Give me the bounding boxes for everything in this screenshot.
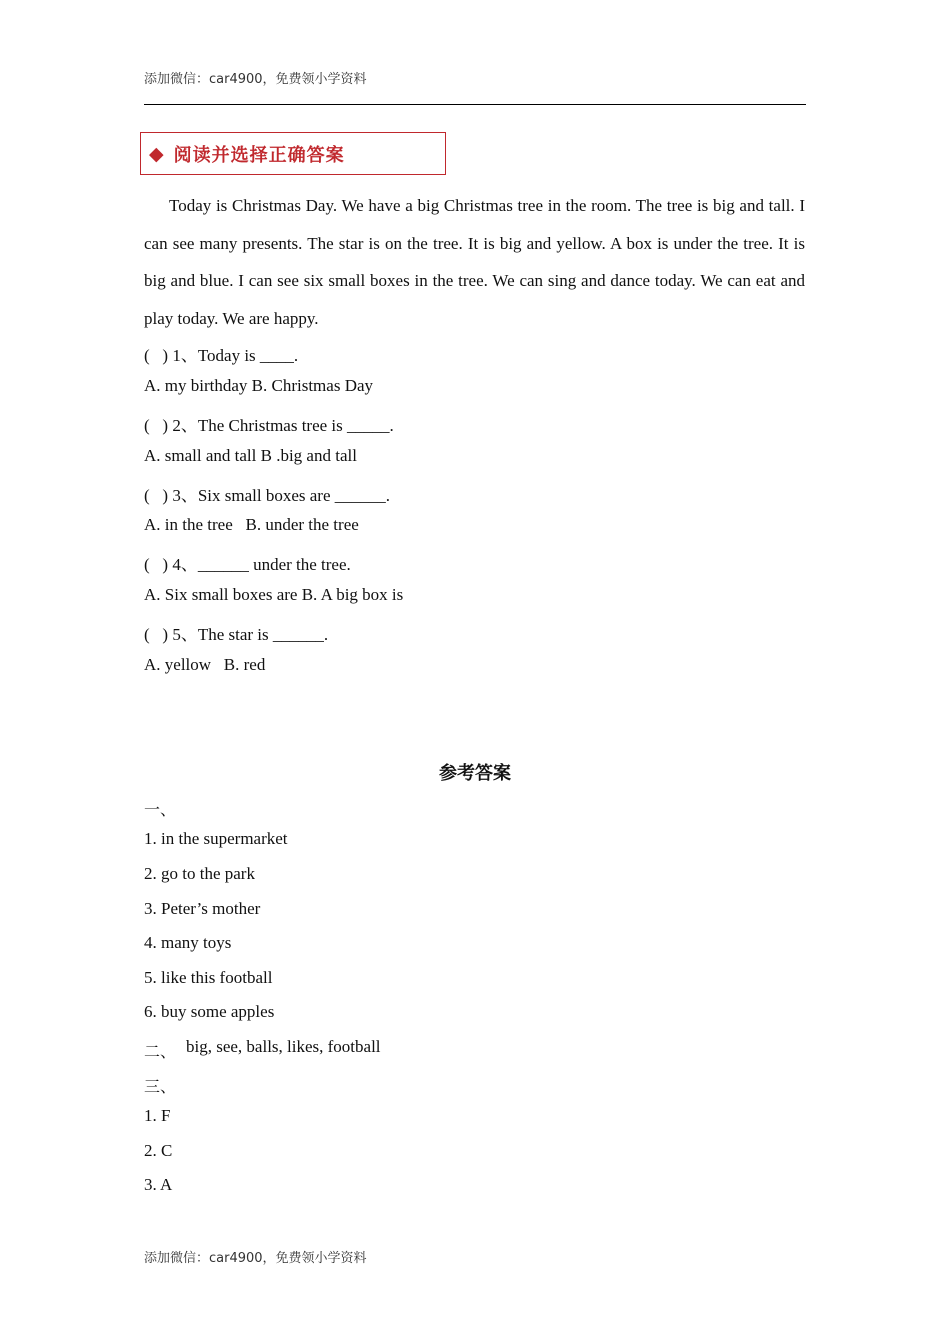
answer-1-3: 3. Peter’s mother	[144, 899, 261, 918]
answer-part-2-label: 二、	[144, 1042, 177, 1061]
answer-part-2: big, see, balls, likes, football	[186, 1037, 381, 1056]
answer-1-2: 2. go to the park	[144, 864, 255, 883]
answer-1-5: 5. like this football	[144, 968, 273, 987]
question-1-options: A. my birthday B. Christmas Day	[144, 376, 374, 395]
section-title: 阅读并选择正确答案	[173, 144, 345, 166]
question-5-options: A. yellow B. red	[144, 655, 266, 674]
header-divider	[144, 104, 806, 105]
question-1: ( ) 1、Today is ____.	[144, 346, 299, 365]
question-4-options: A. Six small boxes are B. A big box is	[144, 585, 404, 604]
question-5: ( ) 5、The star is ______.	[144, 625, 329, 644]
question-4: ( ) 4、______ under the tree.	[144, 555, 351, 574]
section-heading-box	[140, 132, 446, 175]
answer-3-2: 2. C	[144, 1141, 173, 1160]
answer-3-3: 3. A	[144, 1175, 173, 1194]
reading-passage: Today is Christmas Day. We have a big Christmas tree in the room. The tree is big and tall. I can see many presents. The star is on the tree. It is big and yellow. A box is under the tree. It is big and blue. I can see six small boxes in the tree. We can sing and dance today. We can eat and play today. We are happy.	[144, 196, 805, 328]
answer-part-1-label: 一、	[144, 800, 177, 819]
question-2-options: A. small and tall B .big and tall	[144, 446, 357, 465]
question-2: ( ) 2、The Christmas tree is _____.	[144, 416, 394, 435]
page-footer: 添加微信：car4900，免费领小学资料	[144, 1251, 367, 1266]
answer-3-1: 1. F	[144, 1106, 171, 1125]
answer-part-3-label: 三、	[144, 1077, 177, 1096]
question-3: ( ) 3、Six small boxes are ______.	[144, 486, 390, 505]
answer-1-6: 6. buy some apples	[144, 1002, 275, 1021]
question-3-options: A. in the tree B. under the tree	[144, 515, 359, 534]
answer-key-title: 参考答案	[439, 763, 511, 784]
answer-1-4: 4. many toys	[144, 933, 232, 952]
diamond-icon: ◆	[149, 142, 164, 165]
answer-1-1: 1. in the supermarket	[144, 829, 288, 848]
page-header: 添加微信：car4900，免费领小学资料	[144, 72, 367, 87]
